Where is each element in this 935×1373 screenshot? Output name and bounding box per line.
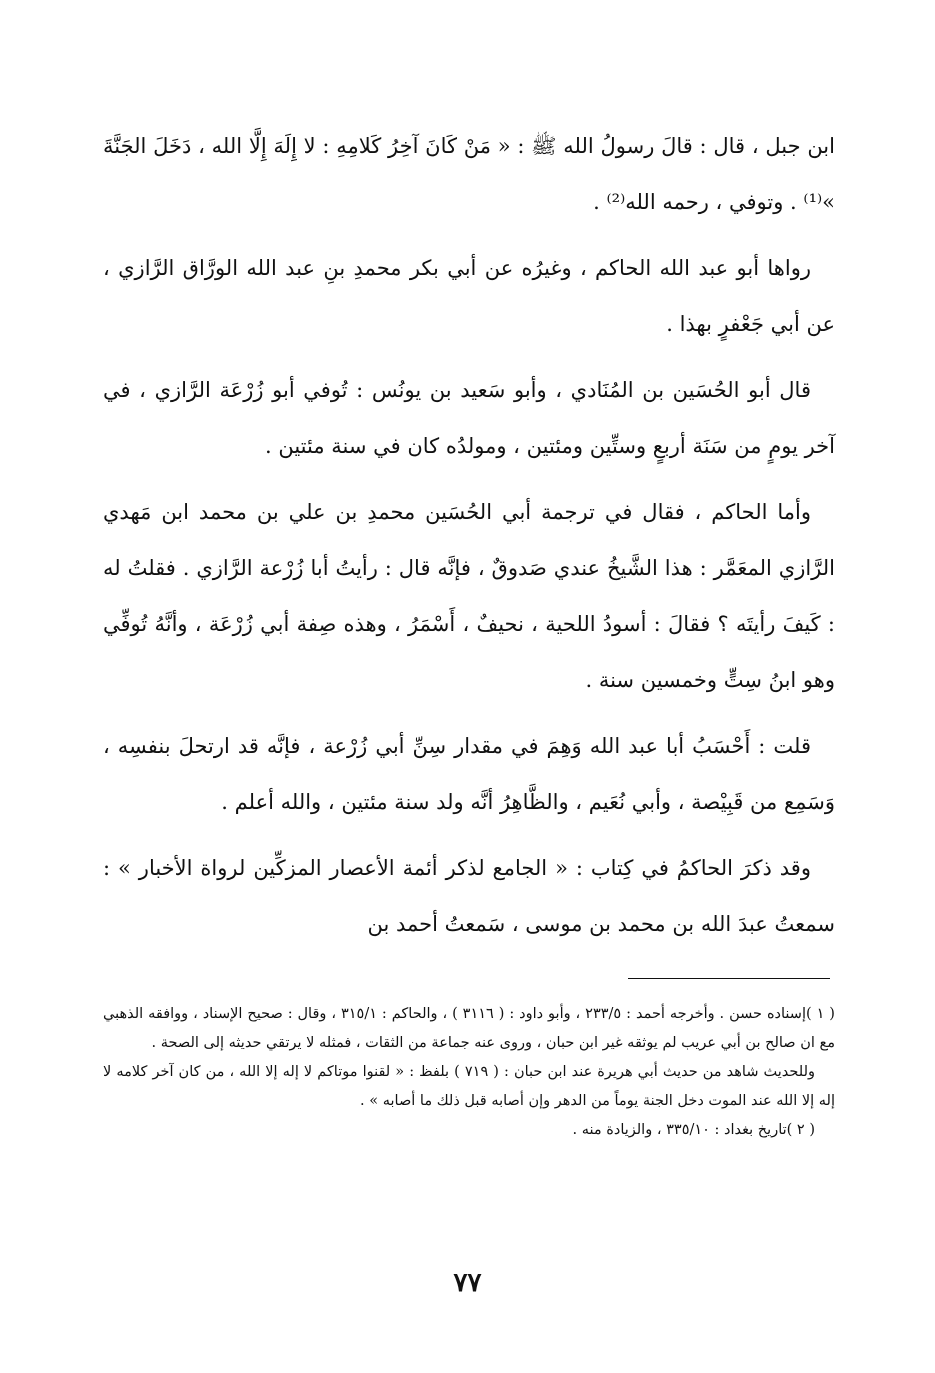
footnote-separator	[628, 978, 830, 979]
footnotes	[103, 1000, 835, 1145]
footnote: وللحديث شاهد من حديث أبي هريرة عند ابن حبان : ( ٧١٩ ) بلفظ : « لقنوا موتاكم لا إله إلا الله ، من كان آخر كلامه لا إله إلا الله عند الموت دخل الجنة يوماً من الدهر وإن أصابه قبل ذلك ما أصابه » .	[103, 1064, 835, 1109]
body-paragraph: ابن جبل ، قال : قالَ رسولُ الله ﷺ : « مَنْ كَانَ آخِرُ كَلامِهِ : لا إِلَهَ إِلَّا الله ، دَخَلَ الجَنَّةَ »⁽¹⁾ . وتوفي ، رحمه الله⁽²⁾ .	[103, 134, 835, 214]
footnote: ( ٢ )تاريخ بغداد : ٣٣٥/١٠ ، والزيادة منه .	[572, 1122, 815, 1138]
body-paragraph: رواها أبو عبد الله الحاكم ، وغيرُه عن أبي بكر محمدِ بنِ عبد الله الورَّاق الرَّازي ، عن أبي جَعْفرٍ بهذا .	[103, 256, 835, 336]
page-body	[103, 118, 835, 962]
body-paragraph: وأما الحاكم ، فقال في ترجمة أبي الحُسَين محمدِ بن علي بن محمد ابن مَهدي الرَّازي المعَمَّر : هذا الشَّيخُ عندي صَدوقٌ ، فإنَّه قال : رأيتُ أبا زُرْعة الرَّازي . فقلتُ له : كَيفَ رأيتَه ؟ فقالَ : أسودُ اللحية ، نحيفٌ ، أَسْمَرُ ، وهذه صِفة أبي زُرْعَة ، وأنَّهُ تُوفِّي وهو ابنُ سِتٍّ وخمسين سنة .	[103, 500, 835, 692]
footnote: ( ١ )إسناده حسن . وأخرجه أحمد : ٢٣٣/٥ ، وأبو داود : ( ٣١١٦ ) ، والحاكم : ٣١٥/١ ، وقال : صحيح الإسناد ، ووافقه الذهبي مع ان صالح بن أبي عريب لم يوثقه غير ابن حبان ، وروى عنه جماعة من الثقات ، فمثله لا يرتقي حديثه إلى الصحة .	[103, 1006, 835, 1051]
body-paragraph: وقد ذكرَ الحاكمُ في كِتاب : « الجامع لذكر أئمة الأعصار المزكِّين لرواة الأخبار » : سمعتُ عبدَ الله بن محمد بن موسى ، سَمعتُ أحمد بن	[103, 856, 835, 936]
body-paragraph: قلت : أَحْسَبُ أبا عبد الله وَهِمَ في مقدار سِنِّ أبي زُرْعة ، فإنَّه قد ارتحلَ بنفسِه ، وَسَمِع من قَبِيْصة ، وأبي نُعَيم ، والظَّاهِرُ أنَّه ولد سنة مئتين ، والله أعلم .	[103, 734, 835, 814]
body-paragraph: قال أبو الحُسَين بن المُنَادي ، وأبو سَعيد بن يونُس : تُوفي أبو زُرْعَة الرَّازي ، في آخر يومٍ من سَنَة أربعٍ وستِّين ومئتين ، ومولدُه كان في سنة مئتين .	[103, 378, 835, 458]
page-number: ٧٧	[453, 1268, 482, 1298]
